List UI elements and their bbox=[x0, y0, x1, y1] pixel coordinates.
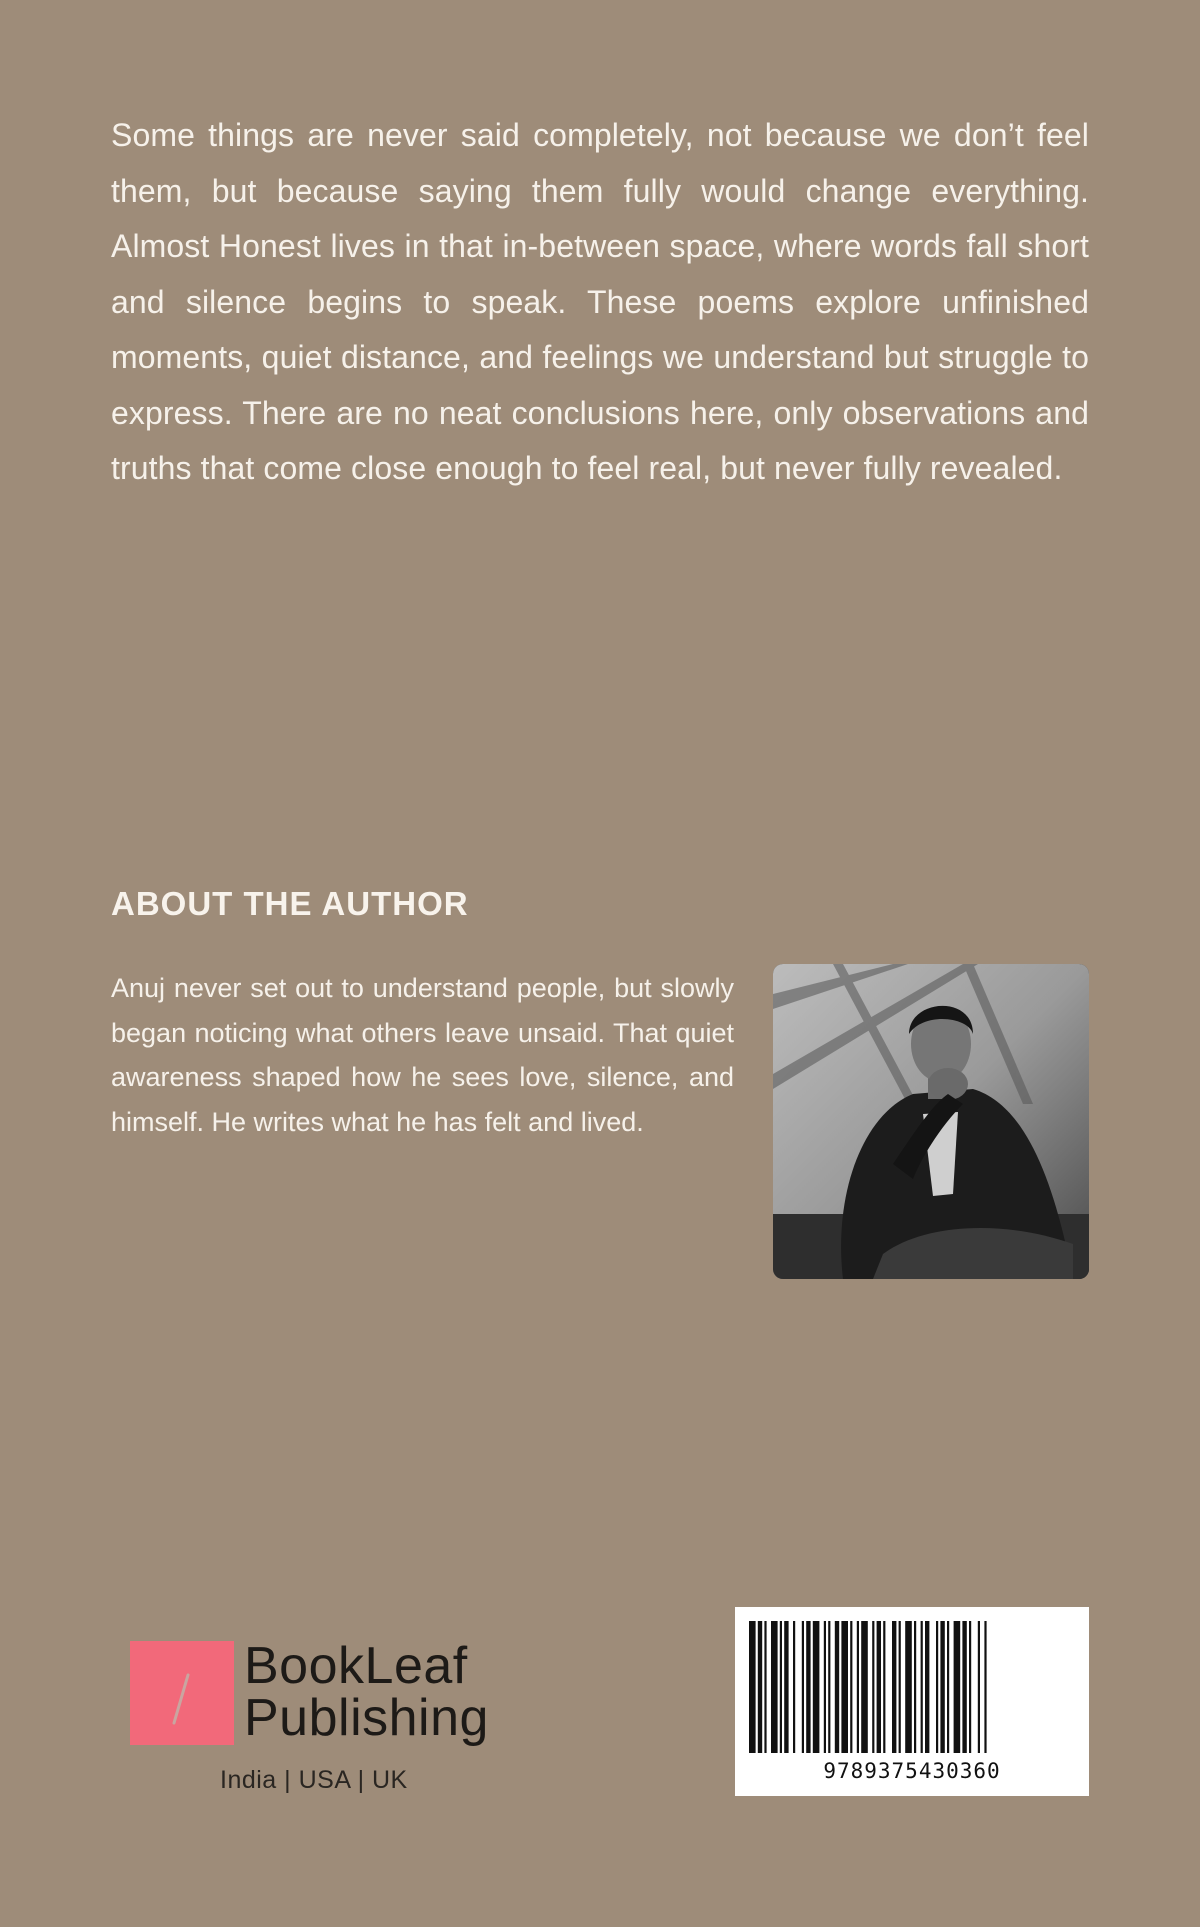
barcode-bar bbox=[841, 1621, 848, 1753]
about-author-text: Anuj never set out to understand people, but slowly began noticing what others leave unsaid. That quiet awareness shaped how he sees love, silence, and himself. He writes what he has felt and lived. bbox=[111, 973, 734, 1137]
barcode-bar bbox=[764, 1621, 766, 1753]
leaf-slash-icon bbox=[130, 1641, 234, 1745]
author-photo bbox=[773, 964, 1089, 1279]
barcode-bar bbox=[780, 1621, 782, 1753]
barcode-bar bbox=[828, 1621, 830, 1753]
barcode-bar bbox=[802, 1621, 804, 1753]
barcode-bar bbox=[824, 1621, 826, 1753]
barcode-bar bbox=[914, 1621, 916, 1753]
barcode-bar bbox=[793, 1621, 795, 1753]
isbn-number: 9789375430360 bbox=[823, 1759, 1001, 1783]
barcode-bar bbox=[850, 1621, 852, 1753]
barcode-bar bbox=[962, 1621, 966, 1753]
about-author-heading: ABOUT THE AUTHOR bbox=[111, 885, 469, 922]
barcode-bar bbox=[857, 1621, 859, 1753]
barcode-bar bbox=[954, 1621, 961, 1753]
barcode-bar bbox=[749, 1621, 756, 1753]
barcode-bar bbox=[771, 1621, 778, 1753]
barcode-bar bbox=[813, 1621, 820, 1753]
barcode-bar bbox=[877, 1621, 881, 1753]
barcode-bar bbox=[940, 1621, 944, 1753]
barcode-bar bbox=[835, 1621, 839, 1753]
barcode-bar bbox=[947, 1621, 949, 1753]
barcode-bar bbox=[984, 1621, 986, 1753]
publisher-regions: India | USA | UK bbox=[220, 1766, 408, 1794]
isbn-barcode bbox=[735, 1607, 1089, 1796]
publisher-name-line2: Publishing bbox=[244, 1689, 489, 1747]
publisher-logo bbox=[130, 1635, 520, 1795]
barcode-bar bbox=[861, 1621, 868, 1753]
barcode-bar bbox=[978, 1621, 980, 1753]
barcode-bar bbox=[883, 1621, 885, 1753]
publisher-name-line1: BookLeaf bbox=[244, 1637, 468, 1695]
barcode-bar bbox=[925, 1621, 929, 1753]
barcode-bar bbox=[758, 1621, 762, 1753]
back-cover-blurb: Some things are never said completely, not because we don’t feel them, but because saying them fully would change everything. Almost Honest lives in that in-between space, where words fall short and silence begins to speak. These poems explore unfinished moments, quiet distance, and feelings we understand but struggle to express. There are no neat conclusions here, only observations and truths that come close enough to feel real, but never fully revealed. bbox=[111, 117, 1089, 486]
barcode-bar bbox=[784, 1621, 788, 1753]
barcode-bar bbox=[872, 1621, 874, 1753]
barcode-bar bbox=[936, 1621, 938, 1753]
barcode-bar bbox=[969, 1621, 971, 1753]
barcode-bar bbox=[806, 1621, 810, 1753]
barcode-bar bbox=[892, 1621, 896, 1753]
barcode-bar bbox=[905, 1621, 912, 1753]
barcode-bar bbox=[921, 1621, 923, 1753]
barcode-bar bbox=[899, 1621, 901, 1753]
